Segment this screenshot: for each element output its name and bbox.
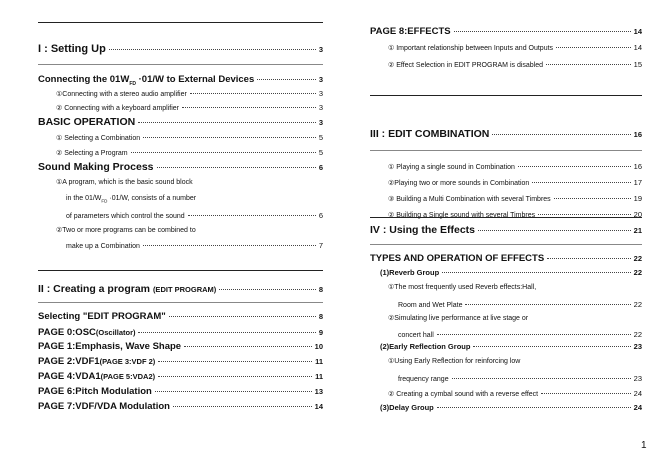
page-ref: 19 <box>633 194 642 203</box>
dot-leader <box>138 122 316 123</box>
entry-title: frequency range <box>398 376 449 383</box>
dot-leader <box>158 376 312 377</box>
toc-section-edit-combination[interactable] <box>370 129 642 140</box>
toc-entry-select-combination[interactable] <box>56 134 323 142</box>
dot-leader <box>538 214 631 215</box>
divider <box>38 64 323 65</box>
toc-section-setting-up[interactable] <box>38 44 323 55</box>
dot-leader <box>173 406 312 407</box>
divider <box>370 217 642 218</box>
toc-entry-reverb-line1[interactable] <box>388 284 642 291</box>
page-ref: 9 <box>318 328 323 337</box>
toc-entry-multi-combination[interactable] <box>388 195 642 203</box>
page-ref: 14 <box>314 402 323 411</box>
dot-leader <box>518 166 631 167</box>
dot-leader <box>546 64 631 65</box>
page-ref: 13 <box>314 387 323 396</box>
dot-leader <box>492 134 630 135</box>
toc-entry-page-6[interactable] <box>38 387 323 397</box>
entry-title: of parameters which control the sound <box>66 213 185 220</box>
toc-entry-early-line1[interactable] <box>388 358 642 365</box>
toc-entry-multiple-sounds[interactable] <box>388 179 642 187</box>
page-ref: 22 <box>633 330 642 339</box>
toc-section-creating-program[interactable] <box>38 284 323 295</box>
dot-leader <box>547 258 630 259</box>
dot-leader <box>219 289 316 290</box>
divider <box>370 95 642 96</box>
entry-title: ①Using Early Reflection for reinforcing low <box>388 358 521 365</box>
entry-title: make up a Combination <box>66 243 140 250</box>
page-ref: 23 <box>633 342 642 351</box>
entry-title: ① Selecting a Combination <box>56 135 141 142</box>
fd-logo-icon: FD <box>101 198 108 204</box>
page-ref: 16 <box>633 130 642 139</box>
dot-leader <box>158 361 312 362</box>
dot-leader <box>442 272 630 273</box>
entry-title: (1)Reverb Group <box>380 268 440 277</box>
dot-leader <box>541 393 631 394</box>
toc-entry-basic-operation[interactable] <box>38 117 323 128</box>
dot-leader <box>169 316 316 317</box>
toc-entry-combine-line2 <box>66 242 323 250</box>
entry-title: ②Two or more programs can be combined to <box>56 227 196 234</box>
entry-title: PAGE 0:OSC(Oscillator) <box>38 327 136 338</box>
page-ref: 6 <box>318 211 323 220</box>
entry-title: ① Important relationship between Inputs and Outputs <box>388 45 554 52</box>
entry-title: (2)Early Reflection Group <box>380 342 471 351</box>
page-ref: 8 <box>318 285 323 294</box>
page-ref: 3 <box>318 103 323 112</box>
dot-leader <box>454 31 631 32</box>
entry-title: Room and Wet Plate <box>398 302 463 309</box>
dot-leader <box>143 245 316 246</box>
entry-title: ② Effect Selection in EDIT PROGRAM is disabled <box>388 62 544 69</box>
toc-entry-page-1[interactable] <box>38 342 323 352</box>
toc-entry-live-line1[interactable] <box>388 315 642 322</box>
dot-leader <box>556 47 631 48</box>
page-ref: 10 <box>314 342 323 351</box>
entry-title: BASIC OPERATION <box>38 116 136 128</box>
entry-title: ② Selecting a Program <box>56 150 128 157</box>
page-ref: 22 <box>633 300 642 309</box>
page-ref: 22 <box>633 254 642 263</box>
entry-title: ①The most frequently used Reverb effects:Hall, <box>388 284 537 291</box>
page-ref: 3 <box>318 75 323 84</box>
divider <box>38 22 323 23</box>
entry-title: concert hall <box>398 332 434 339</box>
entry-title: PAGE 6:Pitch Modulation <box>38 386 152 397</box>
entry-title: (3)Delay Group <box>380 403 434 412</box>
toc-entry-program-line3 <box>66 212 323 220</box>
toc-entry-page-7[interactable] <box>38 402 323 412</box>
dot-leader <box>109 49 316 50</box>
dot-leader <box>554 198 631 199</box>
entry-title: Connecting the $01W_{FD} \cdot 01/W$ to External Devices <box>38 74 255 87</box>
page-ref: 21 <box>633 226 642 235</box>
toc-entry-keyboard-amp[interactable] <box>56 104 323 112</box>
entry-title: PAGE 1:Emphasis, Wave Shape <box>38 341 182 352</box>
page-ref: 3 <box>318 89 323 98</box>
toc-entry-stereo-amp[interactable] <box>56 90 323 98</box>
entry-title: PAGE 4:VDA1(PAGE 5:VDA2) <box>38 371 156 382</box>
toc-entry-reverb-line2 <box>398 301 642 309</box>
entry-title: PAGE 2:VDF1(PAGE 3:VDF 2) <box>38 356 156 367</box>
page-ref: 22 <box>633 268 642 277</box>
page-ref: 3 <box>318 45 323 54</box>
dot-leader <box>473 346 630 347</box>
page-ref: 5 <box>318 133 323 142</box>
page-ref: 5 <box>318 148 323 157</box>
divider <box>370 150 642 151</box>
page-ref: 11 <box>315 357 323 366</box>
page-ref: 3 <box>318 118 323 127</box>
dot-leader <box>437 334 631 335</box>
entry-title: PAGE 7:VDF/VDA Modulation <box>38 401 170 412</box>
entry-title: PAGE 8:EFFECTS <box>370 26 451 37</box>
page-ref: 14 <box>633 27 642 36</box>
entry-title: II : Creating a program (EDIT PROGRAM) <box>38 283 217 295</box>
page-ref: 20 <box>633 210 642 219</box>
toc-entry-reverb-group[interactable] <box>380 269 642 277</box>
entry-title: ①Connecting with a stereo audio amplifier <box>56 91 187 98</box>
page-ref: 6 <box>318 163 323 172</box>
dot-leader <box>190 93 316 94</box>
entry-title: I : Setting Up <box>38 43 106 55</box>
page-ref: 11 <box>315 372 323 381</box>
toc-entry-connecting[interactable] <box>38 75 323 87</box>
toc-entry-page-4[interactable] <box>38 372 323 382</box>
toc-entry-program-line2 <box>66 195 323 204</box>
toc-entry-delay-group[interactable] <box>380 404 642 412</box>
divider <box>38 302 323 303</box>
dot-leader <box>143 137 316 138</box>
toc-entry-cymbal[interactable] <box>388 390 642 398</box>
divider <box>38 270 323 271</box>
entry-title: ①A program, which is the basic sound block <box>56 179 193 186</box>
entry-title: III : EDIT COMBINATION <box>370 128 490 140</box>
dot-leader <box>138 332 315 333</box>
page-ref: 24 <box>633 389 642 398</box>
page-ref: 8 <box>318 312 323 321</box>
entry-title: ②Simulating live performance at live stage or <box>388 315 529 322</box>
toc-entry-single-sound[interactable] <box>388 163 642 171</box>
entry-title: ② Connecting with a keyboard amplifier <box>56 105 180 112</box>
page-ref: 16 <box>633 162 642 171</box>
toc-entry-page-0[interactable] <box>38 328 323 338</box>
dot-leader <box>465 304 630 305</box>
toc-entry-page-8[interactable] <box>370 27 642 37</box>
toc-entry-early-line2 <box>398 375 642 383</box>
toc-entry-select-program[interactable] <box>56 149 323 157</box>
page-ref: 15 <box>633 60 642 69</box>
dot-leader <box>184 346 312 347</box>
page-ref: 14 <box>633 43 642 52</box>
dot-leader <box>532 182 630 183</box>
entry-title: ③ Building a Multi Combination with several Timbres <box>388 196 551 203</box>
page-ref: 23 <box>633 374 642 383</box>
toc-entry-types-operation[interactable] <box>370 254 642 264</box>
entry-title: IV : Using the Effects <box>370 224 476 236</box>
toc-entry-sound-making[interactable] <box>38 162 323 173</box>
dot-leader <box>437 407 631 408</box>
toc-entry-live-line2 <box>398 331 642 339</box>
entry-title: ②Playing two or more sounds in Combination <box>388 180 530 187</box>
dot-leader <box>182 107 316 108</box>
fd-logo-icon: FD <box>129 80 136 87</box>
toc-section-using-effects[interactable] <box>370 225 642 236</box>
toc-entry-effect-disabled[interactable] <box>388 61 642 69</box>
toc-entry-early-reflection-group[interactable] <box>380 343 642 351</box>
page-ref: 17 <box>633 178 642 187</box>
divider <box>370 244 642 245</box>
toc-entry-combine-line1[interactable] <box>56 227 323 234</box>
entry-title: Selecting "EDIT PROGRAM" <box>38 311 166 322</box>
page-number: 1 <box>641 440 647 451</box>
entry-title: ① Playing a single sound in Combination <box>388 164 515 171</box>
dot-leader <box>257 79 316 80</box>
entry-title: Sound Making Process <box>38 161 154 173</box>
dot-leader <box>157 167 316 168</box>
toc-entry-inputs-outputs[interactable] <box>388 44 642 52</box>
entry-title: ② Creating a cymbal sound with a reverse effect <box>388 391 539 398</box>
toc-entry-select-edit-program[interactable] <box>38 312 323 322</box>
entry-title: ② Building a Single sound with several Timbres <box>388 212 536 219</box>
entry-title: in the $01/W_{FD} \cdot 01/W$, consists of a number <box>66 195 197 204</box>
page-ref: 7 <box>318 241 323 250</box>
entry-title: TYPES AND OPERATION OF EFFECTS <box>370 253 545 264</box>
page-ref: 24 <box>633 403 642 412</box>
dot-leader <box>478 230 631 231</box>
dot-leader <box>452 378 631 379</box>
toc-entry-page-2[interactable] <box>38 357 323 367</box>
dot-leader <box>131 152 316 153</box>
dot-leader <box>155 391 312 392</box>
toc-entry-program-line1[interactable] <box>56 179 323 186</box>
dot-leader <box>188 215 316 216</box>
